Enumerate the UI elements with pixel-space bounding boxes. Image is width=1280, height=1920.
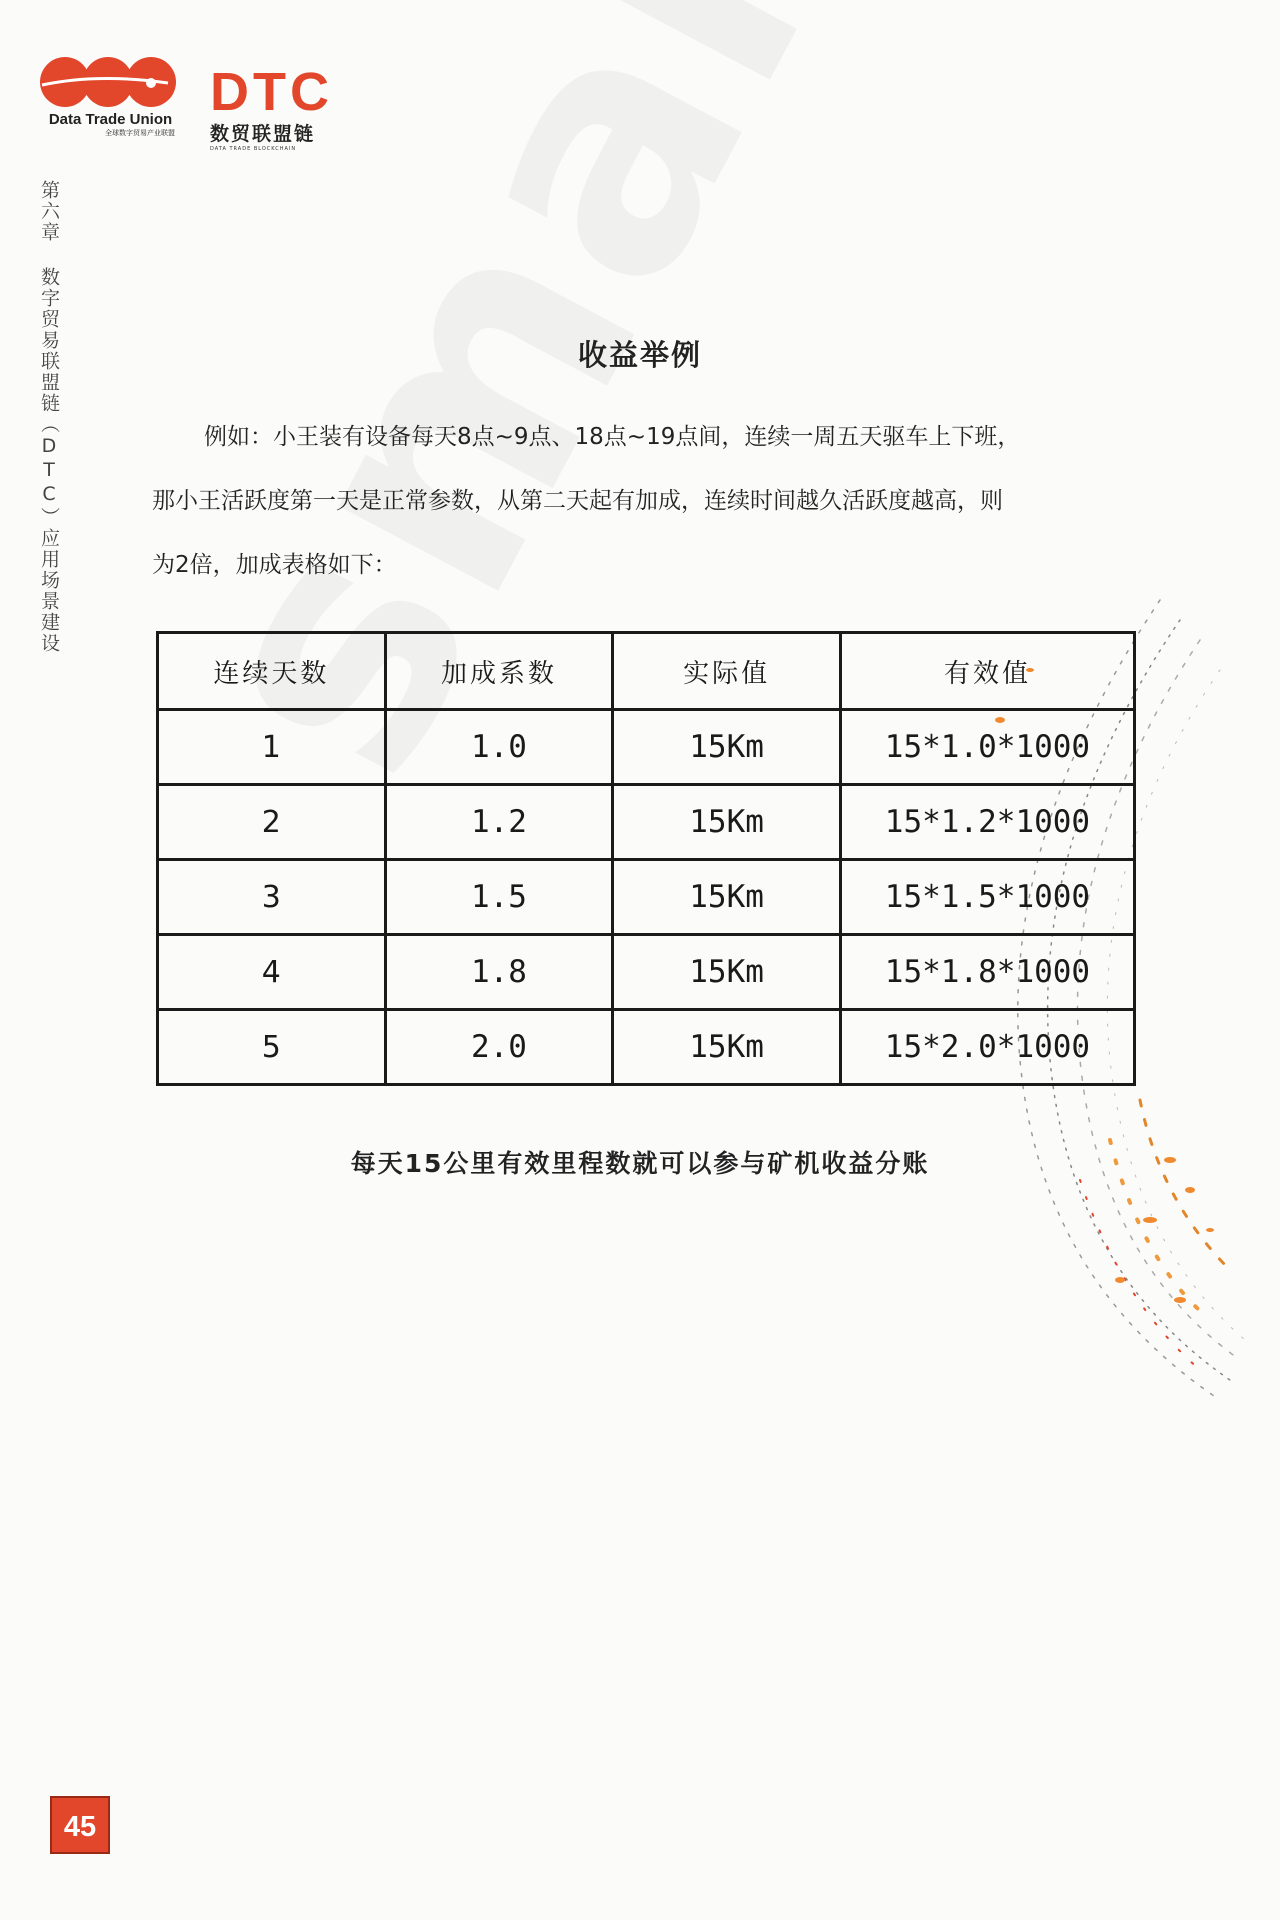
table-row xyxy=(158,785,1135,860)
cell-actual: 15Km xyxy=(613,1010,841,1085)
cell-coefficient: 1.2 xyxy=(385,785,613,860)
table-row xyxy=(158,1010,1135,1085)
cell-effective: 15*1.0*1000 xyxy=(840,710,1134,785)
cell-effective: 15*1.8*1000 xyxy=(840,935,1134,1010)
table-header-row xyxy=(158,633,1135,710)
bonus-table xyxy=(156,631,1136,1086)
cell-coefficient: 2.0 xyxy=(385,1010,613,1085)
cell-coefficient: 1.5 xyxy=(385,860,613,935)
cell-coefficient: 1.0 xyxy=(385,710,613,785)
section-title: 收益举例 xyxy=(577,338,702,372)
cell-effective: 15*1.2*1000 xyxy=(840,785,1134,860)
table-row xyxy=(158,935,1135,1010)
cell-days: 1 xyxy=(158,710,386,785)
dtc-english-tagline: DATA TRADE BLOCKCHAIN xyxy=(210,146,297,152)
logo-chinese-subtitle: 全球数字贸易产业联盟 xyxy=(105,129,175,137)
cell-days: 2 xyxy=(158,785,386,860)
logo-english-name: Data Trade Union xyxy=(48,111,173,128)
table-caption: 每天15公里有效里程数就可以参与矿机收益分账 xyxy=(350,1149,930,1178)
table-row xyxy=(158,710,1135,785)
cell-days: 4 xyxy=(158,935,386,1010)
cell-actual: 15Km xyxy=(613,860,841,935)
cell-coefficient: 1.8 xyxy=(385,935,613,1010)
data-trade-union-logo xyxy=(38,55,183,138)
dtc-chinese-name: 数贸联盟链 xyxy=(210,123,316,145)
page-number-badge: 45 xyxy=(50,1796,110,1854)
table-row xyxy=(158,860,1135,935)
dtc-logo xyxy=(210,62,350,152)
paragraph-line-2: 那小王活跃度第一天是正常参数，从第二天起有加成，连续时间越久活跃度越高，则 xyxy=(152,488,1003,514)
cell-days: 5 xyxy=(158,1010,386,1085)
cell-effective: 15*1.5*1000 xyxy=(840,860,1134,935)
cell-actual: 15Km xyxy=(613,710,841,785)
header-actual-value: 实际值 xyxy=(613,633,841,710)
cell-actual: 15Km xyxy=(613,785,841,860)
header-effective-value: 有效值 xyxy=(840,633,1134,710)
dtc-wordmark: DTC xyxy=(210,62,333,122)
paragraph-line-1: 例如：小王装有设备每天8点~9点、18点~19点间，连续一周五天驱车上下班， xyxy=(204,424,1021,450)
cell-effective: 15*2.0*1000 xyxy=(840,1010,1134,1085)
header-consecutive-days: 连续天数 xyxy=(158,633,386,710)
paragraph-line-3: 为2倍，加成表格如下： xyxy=(152,552,397,578)
chapter-sidebar-label: 第六章 数字贸易联盟链（DTC）应用场景建设 xyxy=(38,180,60,654)
cell-actual: 15Km xyxy=(613,935,841,1010)
example-paragraph xyxy=(152,405,1162,597)
header-bonus-coefficient: 加成系数 xyxy=(385,633,613,710)
cell-days: 3 xyxy=(158,860,386,935)
union-rings-icon xyxy=(38,55,178,109)
